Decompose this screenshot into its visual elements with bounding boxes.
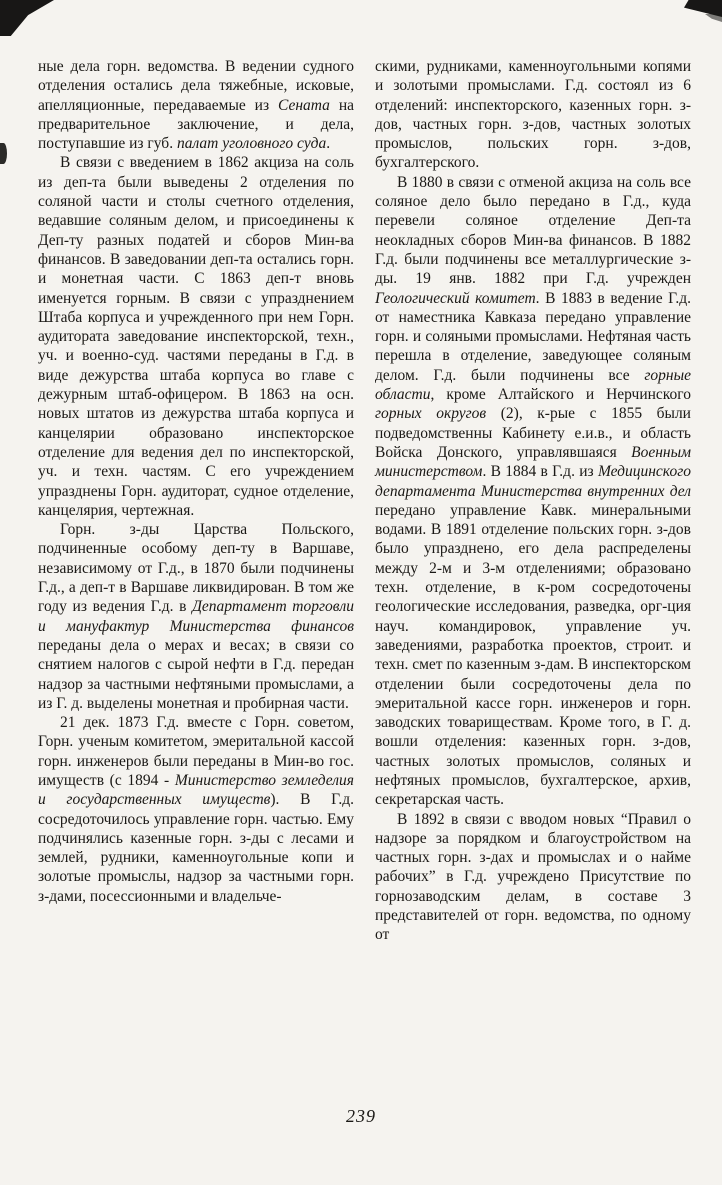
text-run: В связи с введением в 1862 акциза на соль из деп-та были выведены 2 отделения по соляной части и столы счетного отделения, ведавшие соляным делом, и присоединены к Деп-ту разных податей и сборов Мин-ва финансов. В заведовании деп-та остались горн. и монетная части. С 1863 деп-т вновь именуется горным. В связи с упразднением Штаба корпуса и учрежденного при нем Горн. аудитората заведование инспекторской, техн., уч. и военно-суд. частями переданы в Г.д. в виде дежурства штаба корпуса во главе с дежурным штаб-офицером. В 1863 на осн. новых штатов из дежурства штаба корпуса и канцелярии образовано инспекторское отделение для ведения дел по инспекторской, уч. и техн. частям. С его учреждением упразднены Горн. аудиторат, судное отделение, канцелярия, чертежная. [38,154,354,519]
text-run: ные дела горн. ведомства. В ведении судного отделения остались дела тяжебные, исковые, апелляционные, передаваемые из [38,58,354,114]
text-run: (2), к-рые с 1855 были подведомственны Кабинету е.и.в., и область Войска Донского, управлявшаяся [375,405,691,461]
text-run: В 1892 в связи с вводом новых “Правил о надзоре за порядком и благоустройством на частных горн. з-дах и промыслах и о найме рабочих” в Г.д. учреждено Присутствие по горнозаводским делам, в составе 3 представителей от горн. ведомства, по одному от [375,810,691,944]
italic-text-run: Медицинского департамента Министерства внутренних дел [375,463,691,500]
column-left [38,57,354,945]
italic-text-run: Сената [278,96,330,114]
text-run: , кроме Алтайского и Нерчинского [430,386,691,404]
text-run: скими, рудниками, каменноугольными копями и золотыми промыслами. Г.д. состоял из 6 отделений: инспекторского, казенных горн. з-дов, частных горн. з-дов, частных золотых промыслов, польских горн. з-дов, бухгалтерского. [375,58,691,172]
paragraph [38,153,354,520]
italic-text-run: горных округов [375,405,487,423]
italic-text-run: Геологический комитет [375,289,536,307]
paragraph [375,810,691,945]
text-run: переданы дела о мерах и весах; в связи со снятием налогов с сырой нефти в Г.д. передан надзор за частными нефтяными промыслами, а из Г. д. выделены монетная и пробирная части. [38,636,354,712]
text-run: В 1880 в связи с отменой акциза на соль все соляное дело было передано в Г.д., куда перевели соляное отделение Деп-та неокладных сборов Мин-ва финансов. В 1882 Г.д. были подчинены все металлургические з-ды. 19 янв. 1882 при Г.д. учрежден [375,173,691,288]
page-number: 239 [346,1106,376,1126]
text-run: 21 дек. 1873 Г.д. вместе с Горн. советом, Горн. ученым комитетом, эмеритальной кассой горн. инженеров были переданы в Мин-во гос. имуществ (с 1894 - [38,714,354,789]
paragraph [375,57,691,173]
column-right [375,57,691,945]
paragraph [38,713,354,906]
text-run: . В 1883 в ведение Г.д. от наместника Кавказа передано управление горн. и соляными промыслами. Нефтяная часть перешла в отделение, заведующее соляным делом. Г.д. были подчинены все [375,289,691,384]
paragraph [375,173,691,810]
paragraph [38,57,354,153]
paragraph [38,520,354,713]
text-columns [38,57,692,945]
text-run: передано управление Кавк. минеральными водами. В 1891 отделение польских горн. з-дов было упразднено, его дела распределены между 2-м и 3-м отделениями; образовано техн. отделение, в к-ром сосредоточены геологические исследования, разведка, орг-ция науч. командировок, управление уч. заведениями, разработка проектов, строит. и техн. смет по казенным з-дам. В инспекторском отделении были сосредоточены дела по эмеритальной кассе горн. инженеров и горн. заводских товариществам. Кроме того, в Г. д. вошли отделения: казенных горн. з-дов, частных золотых промыслов, соляных и нефтяных промыслов, бухгалтерское, архив, секретарская часть. [375,501,691,809]
italic-text-run: Министерство земледелия и государственных имуществ [38,771,354,809]
text-run: . [326,135,331,153]
text-run: на предварительное заключение, и дела, поступавшие из губ. [38,96,354,153]
scan-artifact-left-edge [0,143,7,164]
scan-artifact-top-left-corner [0,0,54,36]
text-run: Горн. з-ды Царства Польского, подчиненные особому деп-ту в Варшаве, независимому от Г.д., в 1870 были подчинены Г.д., а деп-т в Варшаве ликвидирован. В том же году из ведения Г.д. в [38,521,354,616]
text-run: ). В Г.д. сосредоточилось управление горн. частью. Ему подчинялись казенные горн. з-ды с лесами и землей, рудники, каменноугольные копи и золотые промыслы, надзор за частными горн. з-дами, посессионными и владельче- [38,791,354,905]
text-run: . В 1884 в Г.д. из [482,463,598,481]
italic-text-run: Департамент торговли и мануфактур Министерства финансов [38,598,354,635]
scan-artifact-top-right-smudge [705,14,722,22]
italic-text-run: горные области [375,366,691,404]
italic-text-run: палат уголовного суда [176,135,327,153]
italic-text-run: Военным министерством [375,443,691,481]
